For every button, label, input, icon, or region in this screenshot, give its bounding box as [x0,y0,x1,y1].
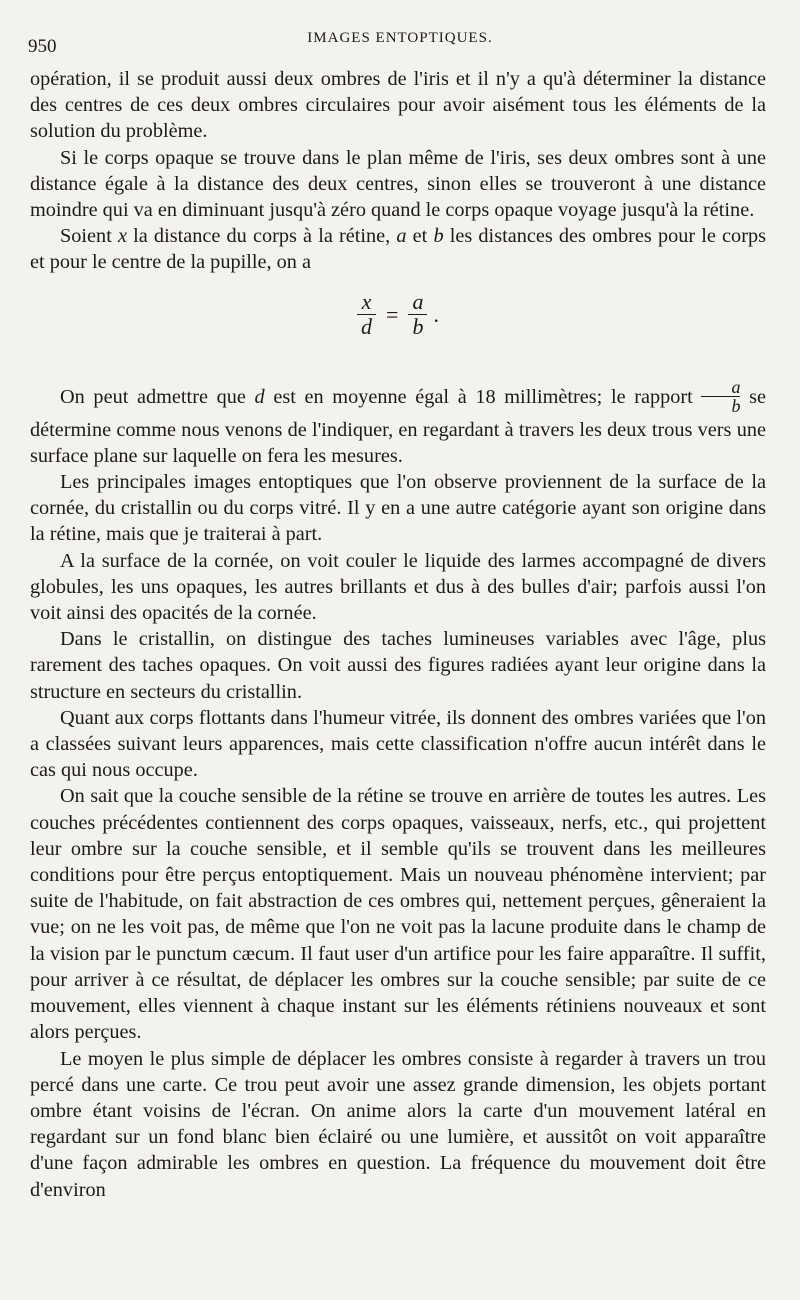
paragraph-7: Dans le cristallin, on distingue des taches lumineuses variables avec l'âge, plus rarement des taches opaques. On voit aussi des figures radiées ayant leur origine dans la structure en secteurs du cristallin. [30,628,766,703]
paragraph-6: A la surface de la cornée, on voit couler le liquide des larmes accompagné de divers globules, les uns opaques, les autres brillants et dus à des bulles d'air; parfois aussi l'on voit ainsi des opacités de la cornée. [30,549,766,625]
formula-period: . [433,301,439,327]
variable-b: b [433,225,444,248]
paragraph-3-text-d: les distances des ombres pour le corps et pour le centre de la pupille, on a [30,225,766,274]
paragraph-9: On sait que la couche sensible de la rétine se trouve en arrière de toutes les autres. Les couches précédentes contiennent des corps opaques, vaisseaux, nerfs, etc., qui projettent leur ombre sur la couche sensible, et il semble qu'ils se trouvent dans les meilleures conditions pour être perçus entoptiquement. Mais un nouveau phénomène intervient; par suite de l'habitude, on fait abstraction de ces ombres qui, nettement perçues, gêneraient la vue; on ne les voit pas, de même que l'on ne voit pas la lacune produite dans le champ de la vision par le punctum cæcum. Il faut user d'un artifice pour les faire apparaître. Il suffit, pour arriver à ce résultat, de déplacer les ombres sur la couche sensible; par suite de ce mouvement, elles viennent à chaque instant sur les éléments rétiniens nouveaux et sont alors perçues. [30,785,766,1044]
page-body [30,66,766,1203]
formula [30,276,766,354]
paragraph-4-text-b: est en moyenne égal à 18 millimètres; le rapport [264,385,702,408]
paragraph-5: Les principales images entoptiques que l'on observe proviennent de la surface de la cornée, du cristallin ou du corps vitré. Il y en a une autre catégorie ayant son origine dans la rétine, mais que je traiterai à part. [30,471,766,546]
paragraph-3-text-c: et [406,225,434,248]
paragraph-3-text-b: la distance du corps à la rétine, [127,225,397,248]
page-header [0,28,800,58]
paragraph-10: Le moyen le plus simple de déplacer les ombres consiste à regarder à travers un trou percé dans une carte. Ce trou peut avoir une assez grande dimension, les objets portant ombre étant voisins de l'écran. On anime alors la carte d'un mouvement latéral en regardant sur un fond blanc bien éclairé ou une lumière, et aussitôt on voit apparaître d'une façon admirable les ombres en question. La fréquence du mouvement doit être d'environ [30,1047,766,1201]
paragraph-4-text-c: se détermine comme nous venons de l'indiquer, en regardant à travers les deux trous vers une surface plane sur laquelle on fera les mesures. [30,385,766,467]
formula-left-fraction [357,290,376,339]
formula-right-fraction [408,290,427,339]
variable-a: a [396,225,407,248]
spacer [30,354,766,380]
page-number: 950 [28,36,57,57]
rapport-denominator: b [731,395,741,416]
paragraph-4 [30,376,766,469]
paragraph-8: Quant aux corps flottants dans l'humeur vitrée, ils donnent des ombres variées que l'on a classées suivant leurs apparences, mais cette classification n'offre aucun intérêt dans le cas qui nous occupe. [30,706,766,782]
formula-equals: = [386,301,399,327]
paragraph-3-text-a: Soient [60,225,118,248]
formula-left-denominator: d [361,314,373,340]
formula-right-denominator: b [412,314,424,340]
rapport-numerator: a [731,376,741,397]
variable-x: x [117,225,127,248]
formula-left-numerator: x [361,289,372,315]
paragraph-2: Si le corps opaque se trouve dans le plan même de l'iris, ses deux ombres sont à une distance égale à la distance des deux centres, sinon elles se trouveront à une distance moindre qui va en diminuant jusqu'à zéro quand le corps opaque voyage jusqu'à la rétine. [30,146,766,222]
paragraph-3 [30,223,766,275]
rapport-fraction [701,378,740,415]
formula-right-numerator: a [412,289,424,315]
running-head: IMAGES ENTOPTIQUES. [307,30,493,46]
paragraph-4-text-a: On peut admettre que [60,385,255,408]
variable-d: d [254,385,265,408]
paragraph-1: opération, il se produit aussi deux ombres de l'iris et il n'y a qu'à déterminer la distance des centres de ces deux ombres circulaires pour avoir aisément tous les éléments de la solution du problème. [30,68,766,143]
